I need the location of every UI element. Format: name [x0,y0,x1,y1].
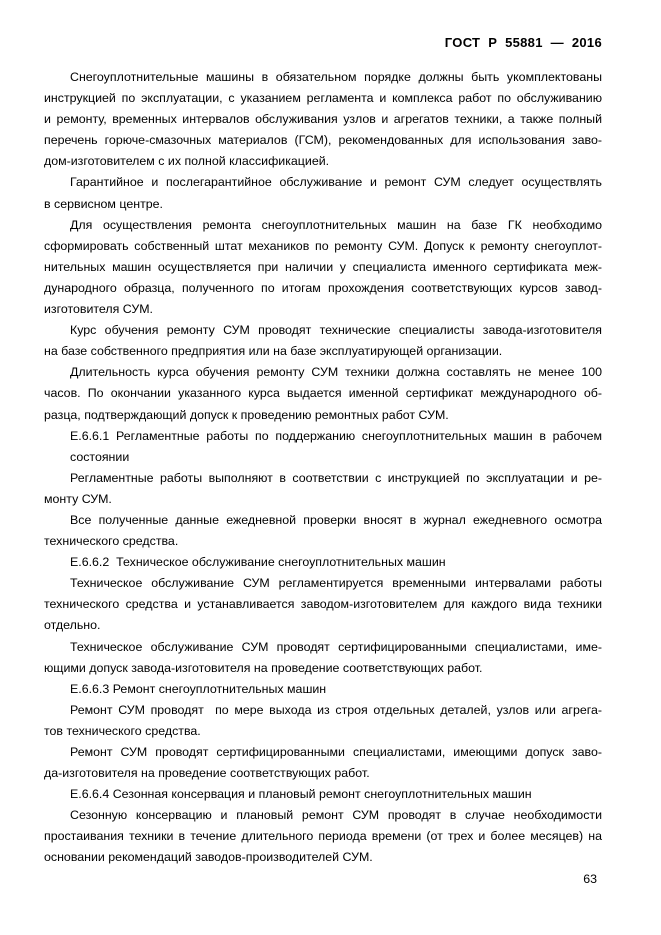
paragraph [44,784,602,805]
paragraph [44,362,602,425]
text-line: тов технического средства. [44,723,201,738]
text-line: дом-изготовителем с их полной классификацией. [44,154,330,169]
text-line: перечень горюче-смазочных материалов (ГСМ), рекомендованных для использования заво- [44,133,602,148]
text-line: сформировать собственный штат механиков по ремонту СУМ. Допуск к ремонту снегоуплот- [44,238,602,253]
standard-designation: ГОСТ Р 55881 — 2016 [444,35,602,50]
text-line: да-изготовителя на проведение соответствующих работ. [44,766,370,781]
paragraph [44,637,602,679]
paragraph [44,552,602,573]
paragraph [44,172,602,214]
text-line: изготовителя СУМ. [44,302,153,317]
text-line: в сервисном центре. [44,196,163,211]
text-line: Сезонную консервацию и плановый ремонт СУМ проводят в случае необходимости [70,808,602,823]
document-body [44,67,602,869]
text-line: Все полученные данные ежедневной проверки вносят в журнал ежедневного осмотра [70,512,602,527]
text-line: нительных машин осуществляется при наличии у специалиста именного сертификата меж- [44,259,602,274]
paragraph [44,742,602,784]
paragraph [44,320,602,362]
text-line: Е.6.6.3 Ремонт снегоуплотнительных машин [70,681,327,696]
page-number: 63 [583,871,597,886]
text-line: разца, подтверждающий допуск к проведению ремонтных работ СУМ. [44,407,449,422]
text-line: основании рекомендаций заводов-производителей СУМ. [44,850,373,865]
text-line: Ремонт СУМ проводят сертифицированными специалистами, имеющими допуск заво- [70,745,602,759]
text-line: технического средства и устанавливается заводом-изготовителем для каждого вида техники [44,597,602,612]
document-header [44,36,602,50]
text-line: монту СУМ. [44,491,112,506]
text-line: простаивания техники в течение длительного периода времени (от трех и более месяцев) на [44,829,602,844]
text-line: ющими допуск завода-изготовителя на проведение соответствующих работ. [44,660,483,675]
paragraph [44,805,602,868]
paragraph [44,468,602,510]
text-line: состоянии [70,449,130,464]
text-line: технического средства. [44,534,179,549]
paragraph [44,426,602,468]
paragraph [44,215,602,320]
text-line: на базе собственного предприятия или на базе эксплуатирующей организации. [44,344,503,359]
text-line: отдельно. [44,618,101,633]
text-line: Е.6.6.4 Сезонная консервация и плановый ремонт снегоуплотнительных машин [70,787,532,802]
text-line: Гарантийное и послегарантийное обслуживание и ремонт СУМ следует осуществлять [70,175,602,190]
paragraph [44,67,602,172]
text-line: Ремонт СУМ проводят по мере выхода из строя отдельных деталей, узлов или агрега- [70,702,602,717]
paragraph [44,573,602,636]
text-line: Е.6.6.2 Техническое обслуживание снегоуплотнительных машин [70,555,446,570]
text-line: Техническое обслуживание СУМ проводят сертифицированными специалистами, име- [70,639,602,654]
text-line: Регламентные работы выполняют в соответствии с инструкцией по эксплуатации и ре- [70,470,602,485]
text-line: Техническое обслуживание СУМ регламентируется временными интервалами работы [70,576,602,591]
text-line: дународного образца, полученного по итогам прохождения соответствующих курсов завод- [44,280,602,295]
text-line: Длительность курса обучения ремонту СУМ техники должна составлять не менее 100 [70,365,602,380]
paragraph [44,700,602,742]
paragraph [44,679,602,700]
text-line: Е.6.6.1 Регламентные работы по поддержанию снегоуплотнительных машин в рабочем [70,428,602,443]
text-line: Снегоуплотнительные машины в обязательном порядке должны быть укомплектованы [70,70,602,84]
text-line: часов. По окончании указанного курса выдается именной сертификат международного об- [44,386,602,401]
text-line: Курс обучения ремонту СУМ проводят технические специалисты завода-изготовителя [70,323,602,338]
text-line: инструкцией по эксплуатации, с указанием регламента и комплекса работ по обслуживанию [44,91,602,106]
text-line: и ремонту, временных интервалов обслуживания узлов и агрегатов техники, а также полный [44,112,602,127]
paragraph [44,510,602,552]
text-line: Для осуществления ремонта снегоуплотнительных машин на базе ГК необходимо [70,217,602,232]
